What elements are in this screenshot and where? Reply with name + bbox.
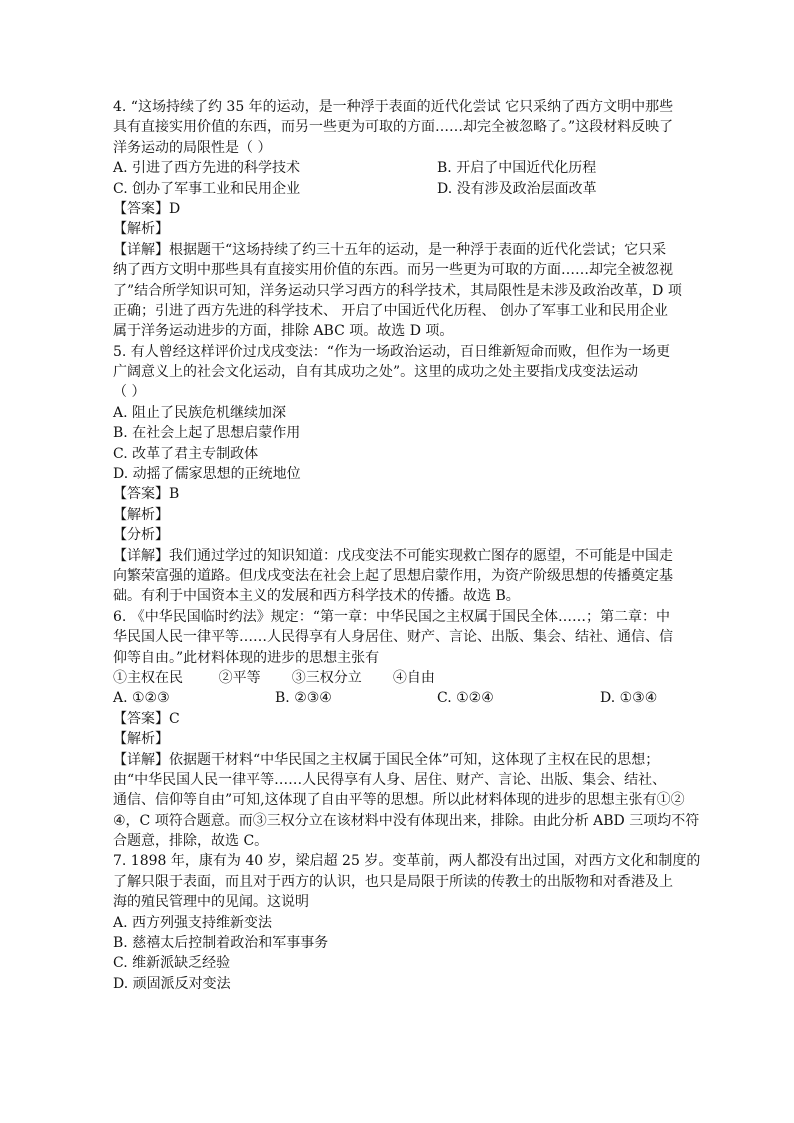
- answer: 【答案】D: [113, 200, 181, 217]
- option-a: A. 引进了西方先进的科学技术: [113, 160, 301, 177]
- detail-line: 【详解】根据题干“这场持续了约三十五年的运动，是一种浮于表面的近代化尝试；它只采: [113, 241, 667, 258]
- question-stem-line: 具有直接实用价值的东西，而另一些更为可取的方面……却完全被忽略了。”这段材料反映了: [113, 119, 674, 136]
- option-a: A. ①②③: [113, 690, 170, 707]
- option-d: D. 没有涉及政治层面改革: [437, 180, 597, 197]
- detail-line: 纳了西方文明中那些具有直接实用价值的东西。而另一些更为可取的方面……却完全被忽视: [113, 262, 673, 279]
- question-stem-line: 5. 有人曾经这样评价过戊戌变法：“作为一场政治运动，百日维新短命而败，但作为一场更: [113, 343, 670, 360]
- question-stem-line: 海的殖民管理中的见闻。这说明: [113, 894, 309, 911]
- detail-line: 【详解】依据题干材料“中华民国之主权属于国民全体”可知，这体现了主权在民的思想；: [113, 751, 660, 768]
- question-stem-line: 了解只限于表面，而且对于西方的认识，也只是局限于所读的传教士的出版物和对香港及上: [113, 873, 673, 890]
- options-row: [113, 158, 683, 178]
- analysis-label: 【解析】: [113, 506, 169, 523]
- detail-line: 正确；引进了西方先进的科学技术、 开启了中国近代化历程、 创办了军事工业和民用企业: [113, 302, 668, 319]
- option-b: B. 开启了中国近代化历程: [437, 160, 597, 177]
- statement-items: ①主权在民 ②平等 ③三权分立 ④自由: [113, 669, 435, 686]
- question-stem-line: 洋务运动的局限性是（ ）: [113, 139, 272, 156]
- document-page: [113, 97, 701, 994]
- option-b: B. ②③④: [275, 690, 332, 707]
- option-d: D. 动摇了儒家思想的正统地位: [113, 466, 301, 483]
- question-7: [113, 851, 701, 994]
- question-stem-line: 广阔意义上的社会文化运动，自有其成功之处”。这里的成功之处主要指戊戌变法运动: [113, 364, 639, 381]
- detail-line: 通信、信仰等自由”可知,这体现了自由平等的思想。所以此材料体现的进步的思想主张有①②: [113, 792, 685, 809]
- option-c: C. ①②④: [437, 690, 494, 707]
- question-5: [113, 342, 683, 607]
- detail-line: 属于洋务运动进步的方面，排除 ABC 项。故选 D 项。: [113, 323, 454, 340]
- answer: 【答案】C: [113, 710, 180, 727]
- option-b: B. 慈禧太后控制着政治和军事事务: [113, 935, 329, 952]
- option-c: C. 维新派缺乏经验: [113, 955, 231, 972]
- detail-line: 础。有利于中国资本主义的发展和西方科学技术的传播。故选 B。: [113, 588, 520, 605]
- analysis-label: 【解析】: [113, 731, 169, 748]
- question-stem-line: 仰等自由。”此材料体现的进步的思想主张有: [113, 649, 380, 666]
- question-stem-line: 4. “这场持续了约 35 年的运动，是一种浮于表面的近代化尝试 它只采纳了西方文明中那些: [113, 99, 674, 115]
- question-6: [113, 607, 700, 852]
- option-b: B. 在社会上起了思想启蒙作用: [113, 425, 301, 442]
- detail-line: 由“中华民国人民一律平等……人民得享有人身、居住、财产、言论、出版、集会、结社、: [113, 771, 667, 788]
- option-a: A. 西方列强支持维新变法: [113, 914, 273, 931]
- options-row: [113, 179, 683, 199]
- question-stem-line: 华民国人民一律平等……人民得享有人身居住、财产、言论、出版、集会、结社、通信、信: [113, 629, 673, 646]
- question-4: [113, 97, 683, 342]
- detail-line: 向繁荣富强的道路。但戊戌变法在社会上起了思想启蒙作用，为资产阶级思想的传播奠定基: [113, 567, 673, 584]
- fenxi-label: 【分析】: [113, 527, 169, 544]
- analysis-label: 【解析】: [113, 221, 169, 238]
- options-row: [113, 688, 683, 708]
- option-d: D. 顽固派反对变法: [113, 975, 231, 992]
- question-stem-line: （ ）: [113, 384, 146, 401]
- option-c: C. 改革了君主专制政体: [113, 445, 259, 462]
- option-d: D. ①③④: [600, 690, 658, 707]
- detail-line: 【详解】我们通过学过的知识知道：戊戌变法不可能实现救亡图存的愿望，不可能是中国走: [113, 547, 673, 564]
- answer: 【答案】B: [113, 486, 180, 503]
- option-a: A. 阻止了民族危机继续加深: [113, 404, 287, 421]
- detail-line: ④，C 项符合题意。而③三权分立在该材料中没有体现出来，排除。由此分析 ABD 三项均不符: [113, 812, 700, 829]
- detail-line: 了”结合所学知识可知，洋务运动只学习西方的科学技术，其局限性是未涉及政治改革，D 项: [113, 282, 682, 299]
- question-stem-line: 7. 1898 年，康有为 40 岁，梁启超 25 岁。变革前，两人都没有出过国，对西方文化和制度的: [113, 853, 701, 870]
- detail-line: 合题意，排除，故选 C。: [113, 833, 269, 850]
- question-stem-line: 6. 《中华民国临时约法》规定：“第一章：中华民国之主权属于国民全体……；第二章：中: [113, 608, 670, 625]
- option-c: C. 创办了军事工业和民用企业: [113, 180, 301, 197]
